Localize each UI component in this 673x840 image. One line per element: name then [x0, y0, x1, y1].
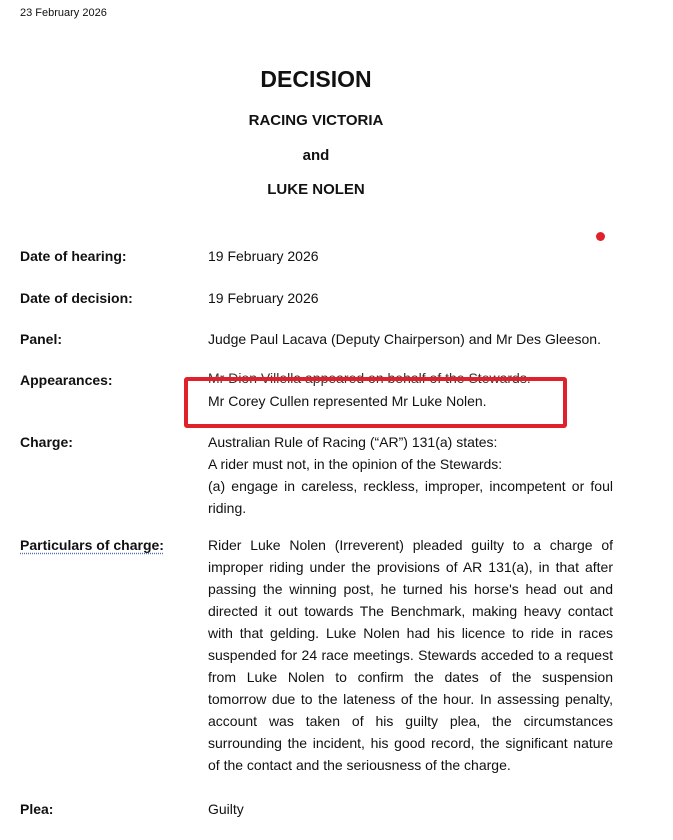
plea-value: Guilty: [208, 801, 244, 817]
decision-date-label: Date of decision:: [20, 290, 133, 306]
document-date: 23 February 2026: [20, 7, 107, 19]
charge-line-2: A rider must not, in the opinion of the Stewards:: [208, 456, 503, 472]
party-1: RACING VICTORIA: [248, 112, 384, 129]
conjunction: and: [302, 147, 330, 164]
plea-label: Plea:: [20, 801, 54, 817]
hearing-date-value: 19 February 2026: [208, 248, 319, 264]
panel-value: Judge Paul Lacava (Deputy Chairperson) and Mr Des Gleeson.: [208, 331, 601, 347]
charge-line-1: Australian Rule of Racing (“AR”) 131(a) states:: [208, 434, 498, 450]
hearing-date-label: Date of hearing:: [20, 248, 127, 264]
document-title: DECISION: [260, 66, 372, 92]
appearances-value: Mr Corey Cullen represented Mr Luke Nolen.: [208, 393, 487, 409]
charge-line-3: (a) engage in careless, reckless, improper, incompetent or foul riding.: [208, 478, 613, 516]
appearances-label: Appearances:: [20, 372, 113, 388]
red-annotation-dot: [596, 232, 605, 241]
appearances-obscured-line: Mr Dion Villella appeared on behalf of the Stewards.: [208, 370, 531, 386]
decision-date-value: 19 February 2026: [208, 290, 319, 306]
red-highlight-box: [184, 377, 567, 428]
particulars-value: Rider Luke Nolen (Irreverent) pleaded guilty to a charge of improper riding under the provisions of AR 131(a), in that after passing the winning post, he turned his horse's head out and directed it out towards The Benchmark, making heavy contact with that gelding. Luke Nolen had his licence to ride in races suspended for 24 race meetings. Stewards acceded to a request from Luke Nolen to confirm the dates of the suspension tomorrow due to the lateness of the hour. In assessing penalty, account was taken of his guilty plea, the circumstances surrounding the incident, his good record, the significant nature of the contact and the seriousness of the charge.: [208, 537, 613, 773]
panel-label: Panel:: [20, 331, 63, 347]
particulars-label: Particulars of charge:: [20, 537, 164, 553]
charge-label: Charge:: [20, 434, 73, 450]
party-2: LUKE NOLEN: [267, 181, 365, 198]
charge-text: [208, 431, 613, 519]
